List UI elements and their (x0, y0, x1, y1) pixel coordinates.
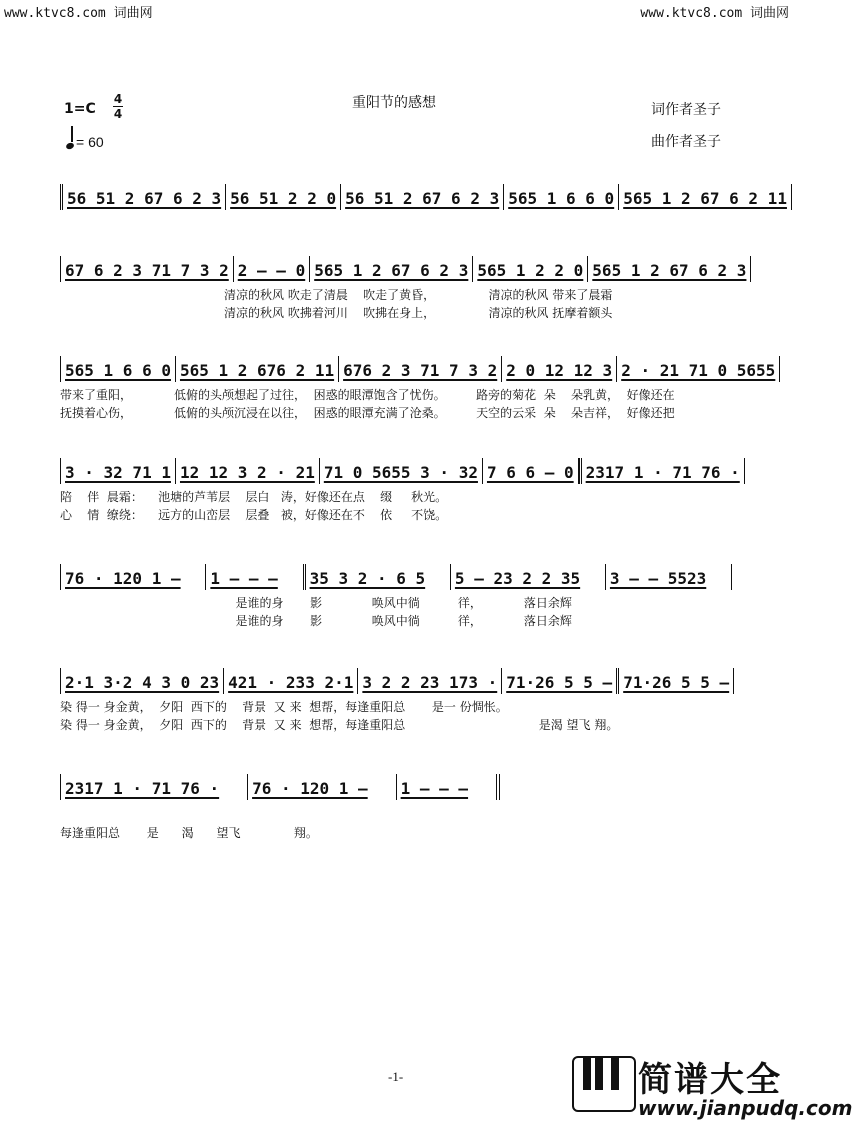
measure: 565 1 6 6 0 (504, 184, 619, 210)
measure-line (60, 354, 776, 382)
piano-icon (572, 1056, 636, 1112)
measure: 1 – – – (206, 564, 305, 590)
score-row-2 (60, 254, 747, 322)
measure: 565 1 2 67 6 2 3 (588, 256, 751, 282)
piano-key (583, 1058, 591, 1090)
measure: 565 1 6 6 0 (60, 356, 176, 382)
lyric-verse-1: 染 得一 身金黄， 夕阳 西下的 背景 又 来 想帮，每逢重阳总 是一 份惆怅。 (60, 700, 508, 714)
lyric-verse-2: 是谁的身 影 唤风中徜 徉， 落日余辉 (60, 614, 572, 628)
site-header-right: www.ktvc8.com 词曲网 (640, 6, 789, 21)
measure: 2 · 21 71 0 5655 (617, 356, 780, 382)
measure: 2 – – 0 (234, 256, 310, 282)
piano-key (611, 1058, 619, 1090)
measure: 67 6 2 3 71 7 3 2 (60, 256, 234, 282)
measure-line (60, 666, 732, 694)
page-number: -1- (388, 1069, 404, 1084)
lyric-final: 每逢重阳总 是 渴 望飞 翔。 (60, 826, 318, 840)
measure: 2317 1 · 71 76 · (579, 458, 745, 484)
measure: 76 · 120 1 – (60, 564, 206, 590)
measure: 565 1 2 676 2 11 (176, 356, 339, 382)
site-logo (572, 1052, 852, 1122)
time-signature-top: 4 (113, 92, 123, 106)
measure: 2317 1 · 71 76 · (60, 774, 248, 800)
score-row-1 (60, 182, 787, 210)
measure-ending-2: 71·26 5 5 – (619, 668, 734, 694)
measure: 71 0 5655 3 · 32 (320, 458, 483, 484)
logo-text: 简谱大全 (638, 1060, 782, 1100)
lyric-verse-1: 陪 伴 晨霜： 池塘的芦苇层 层白 涛，好像还在点 缀 秋光。 (60, 490, 448, 504)
measure-ending-1: 71·26 5 5 – (502, 668, 619, 694)
measure-line (60, 772, 500, 800)
measure: 5 – 23 2 2 35 (451, 564, 606, 590)
composer-credit: 曲作者圣子 (651, 134, 721, 150)
measure-line (60, 254, 747, 282)
measure: 2·1 3·2 4 3 0 23 (60, 668, 224, 694)
lyric-verse-2: 心 情 缭绕： 远方的山峦层 层叠 被，好像还在不 依 不饶。 (60, 508, 448, 522)
quarter-note-icon (65, 142, 75, 150)
measure: 76 · 120 1 – (248, 774, 397, 800)
measure: 421 · 233 2·1 (224, 668, 358, 694)
score-row-4 (60, 456, 740, 524)
song-title: 重阳节的感想 (352, 95, 436, 111)
score-row-3 (60, 354, 776, 422)
logo-url: www.jianpudq.com (638, 1096, 852, 1120)
measure: 56 51 2 67 6 2 3 (60, 184, 226, 210)
key-signature: 1=C (64, 101, 96, 117)
measure: 565 1 2 67 6 2 11 (619, 184, 792, 210)
measure: 565 1 2 2 0 (473, 256, 588, 282)
lyricist-credit: 词作者圣子 (651, 102, 721, 118)
score-row-6 (60, 666, 732, 734)
lyric-verse-2: 染 得一 身金黄， 夕阳 西下的 背景 又 来 想帮，每逢重阳总 是渴 望飞 翔。 (60, 718, 619, 732)
site-header-left: www.ktvc8.com 词曲网 (4, 6, 153, 21)
measure: 3 · 32 71 1 (60, 458, 176, 484)
time-signature (112, 92, 124, 121)
measure: 676 2 3 71 7 3 2 (339, 356, 502, 382)
measure: 56 51 2 2 0 (226, 184, 341, 210)
lyric-verse-2: 清凉的秋风 吹拂着河川 吹拂在身上， 清凉的秋风 抚摩着额头 (60, 306, 613, 320)
lyric-verse-2: 抚摸着心伤， 低俯的头颅沉浸在以往， 困惑的眼潭充满了沧桑。 天空的云采 朵 朵吉祥， 好像还把 (60, 406, 675, 420)
lyric-verse-1: 带来了重阳， 低俯的头颅想起了过往， 困惑的眼潭饱含了忧伤。 路旁的菊花 朵 朵乳黄， 好像还在 (60, 388, 675, 402)
measure: 12 12 3 2 · 21 (176, 458, 320, 484)
note-stem-icon (71, 126, 73, 142)
lyric-verse-1: 清凉的秋风 吹走了清晨 吹走了黄昏， 清凉的秋风 带来了晨霜 (60, 288, 613, 302)
measure: 56 51 2 67 6 2 3 (341, 184, 504, 210)
measure-line (60, 562, 732, 590)
measure: 565 1 2 67 6 2 3 (310, 256, 473, 282)
measure: 7 6 6 – 0 (483, 458, 579, 484)
time-signature-bottom: 4 (113, 107, 123, 121)
tempo-value: = 60 (76, 134, 104, 150)
measure: 3 – – 5523 (606, 564, 732, 590)
measure-line (60, 456, 740, 484)
measure-final: 1 – – – (397, 774, 500, 800)
lyric-verse-1: 是谁的身 影 唤风中徜 徉， 落日余辉 (60, 596, 572, 610)
piano-key (595, 1058, 603, 1090)
measure: 35 3 2 · 6 5 (306, 564, 451, 590)
score-row-5 (60, 562, 732, 630)
score-row-7 (60, 772, 500, 842)
measure-line (60, 182, 787, 210)
measure: 2 0 12 12 3 (502, 356, 617, 382)
measure: 3 2 2 23 173 · (358, 668, 502, 694)
